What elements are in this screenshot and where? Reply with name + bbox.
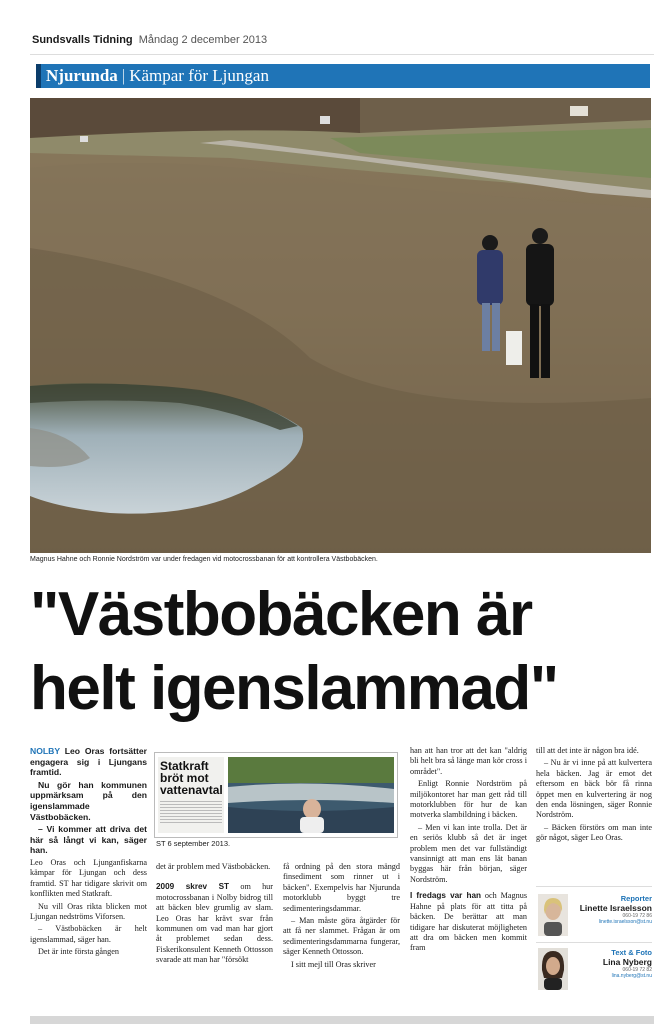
section-name: Njurunda bbox=[46, 66, 118, 85]
section-separator: | bbox=[121, 66, 126, 85]
body-paragraph: det är problem med Västbobäcken. bbox=[156, 862, 271, 871]
inset-clipping bbox=[158, 757, 224, 833]
reporter-portrait bbox=[538, 894, 568, 936]
body-paragraph bbox=[156, 882, 273, 965]
masthead bbox=[32, 34, 267, 46]
column-3 bbox=[283, 862, 400, 972]
photo-caption: Magnus Hahne och Ronnie Nordström var under fredagen vid motocrossbanan för att kontrollera Västbobäcken. bbox=[30, 556, 378, 563]
credit-text bbox=[568, 948, 652, 979]
photographer-portrait bbox=[538, 948, 568, 990]
credit-photographer bbox=[536, 946, 652, 994]
masthead-rule bbox=[30, 54, 654, 55]
body-paragraph: få ordning på den stora mängd finsediment som rinner ut i bäcken". Exempelvis har Njurunda motorklubb byggt tre sedimenteringsdammar. bbox=[283, 862, 400, 913]
paper-name: Sundsvalls Tidning bbox=[32, 34, 133, 46]
credit-reporter bbox=[536, 892, 652, 940]
lead-text-1: Leo Oras fortsätter engagera sig i Ljungans framtid. bbox=[30, 746, 147, 778]
marsh-photo-illustration bbox=[30, 98, 651, 553]
credit-name: Lina Nyberg bbox=[602, 957, 652, 967]
section-topic: Kämpar för Ljungan bbox=[129, 66, 269, 85]
subhead: 2009 skrev ST bbox=[156, 882, 230, 892]
inset-photo bbox=[228, 757, 394, 833]
subhead: I fredags var han bbox=[410, 891, 482, 901]
body-paragraph: – Man måste göra åtgärder för att få ner slammet. Frågan är om sedimenteringsdammarna fungerar, säger Kenneth Ottosson. bbox=[283, 916, 400, 957]
credit-email: lina.nyberg@st.nu bbox=[611, 973, 652, 979]
body-paragraph: I sitt mejl till Oras skriver bbox=[291, 959, 376, 969]
credit-role: Reporter bbox=[620, 894, 652, 903]
body-paragraph: Enligt Ronnie Nordström på miljökontoret har man gett råd till motorklubben för hur de kan motverka slambildning i bäcken. bbox=[410, 779, 527, 820]
dateline: NOLBY bbox=[30, 746, 60, 756]
inset-title: Statkraft bröt mot vattenavtal bbox=[160, 759, 223, 797]
body-paragraph bbox=[410, 891, 527, 953]
inset-text-lines bbox=[160, 801, 222, 825]
body-paragraph: – Västbobäcken är helt igenslammad, säger han. bbox=[30, 924, 147, 944]
credit-text bbox=[568, 894, 652, 925]
main-photo bbox=[30, 98, 651, 553]
section-accent bbox=[36, 64, 41, 88]
inset-caption: ST 6 september 2013. bbox=[156, 839, 231, 848]
headline-line-1: "Västbobäcken är bbox=[30, 580, 532, 649]
column-1 bbox=[30, 746, 147, 960]
lead-paragraph-3: – Vi kommer att driva det här så långt vi kan, säger han. bbox=[30, 824, 147, 856]
body-paragraph: – Bäcken förstörs om man inte gör något, säger Leo Oras. bbox=[536, 822, 652, 843]
body-paragraph: Leo Oras och Ljunganfiskarna kämpar för Ljungan och dess framtid. ST har tidigare skrivit om konflikten med Statkraft. bbox=[30, 857, 147, 899]
body-text: om hur motocrossbanan i Nolby bidrog till att bäcken blev grumlig av slam. Leo Oras har krävt svar från kommunen om vad man har gjort åt problemet sedan dess. Fiskerikonsulent Kenneth Ottosson svarade att man har "försökt bbox=[156, 882, 273, 965]
credit-phone: 060-19 72 82 bbox=[622, 967, 652, 973]
column-4 bbox=[410, 746, 527, 956]
headline-line-2: helt igenslammad" bbox=[30, 654, 558, 723]
bottom-rule bbox=[30, 1016, 654, 1024]
headline bbox=[30, 578, 654, 726]
credit-divider bbox=[536, 942, 652, 943]
body-paragraph: till att det inte är någon bra idé. bbox=[536, 746, 639, 755]
lead-paragraph-1 bbox=[30, 746, 147, 778]
credit-divider bbox=[536, 886, 652, 887]
credit-phone: 060-19 72 86 bbox=[622, 913, 652, 919]
body-text: och Magnus Hahne på plats för att titta på bäcken. De berättar att man tidigare har diskuterat möjligheten att dra om bäcken men kommit fram bbox=[410, 891, 528, 953]
credit-email: linette.israelsson@st.nu bbox=[598, 919, 652, 925]
credit-name: Linette Israelsson bbox=[579, 903, 652, 913]
body-paragraph: – Nu är vi inne på att kulvertera hela bäcken. Jag är emot det eftersom en bäck bör få rinna öppet men en kulvertering är nog den enda lösningen, säger Ronnie Nordström. bbox=[536, 758, 652, 820]
credit-role: Text & Foto bbox=[611, 948, 652, 957]
reference-inset bbox=[154, 752, 398, 838]
column-2 bbox=[156, 862, 273, 968]
column-5 bbox=[536, 746, 652, 846]
body-paragraph: – Men vi kan inte trolla. Det är en seriös klubb så det är inget problem men det var fullständigt vansinnigt att man ens lät banan byggas här från början, säger Nordström. bbox=[410, 822, 527, 884]
body-paragraph: Nu vill Oras rikta blicken mot Ljungan nedströms Viforsen. bbox=[30, 901, 147, 921]
issue-date: Måndag 2 december 2013 bbox=[138, 34, 268, 46]
body-paragraph: Det är inte första gången bbox=[38, 947, 119, 957]
body-paragraph: han att han tror att det kan "aldrig bli helt bra så länge man kör cross i området". bbox=[410, 746, 527, 776]
lead-paragraph-2: Nu gör han kommunen uppmärksam på den igenslammade Västbobäcken. bbox=[30, 779, 147, 822]
section-bar bbox=[36, 64, 650, 88]
